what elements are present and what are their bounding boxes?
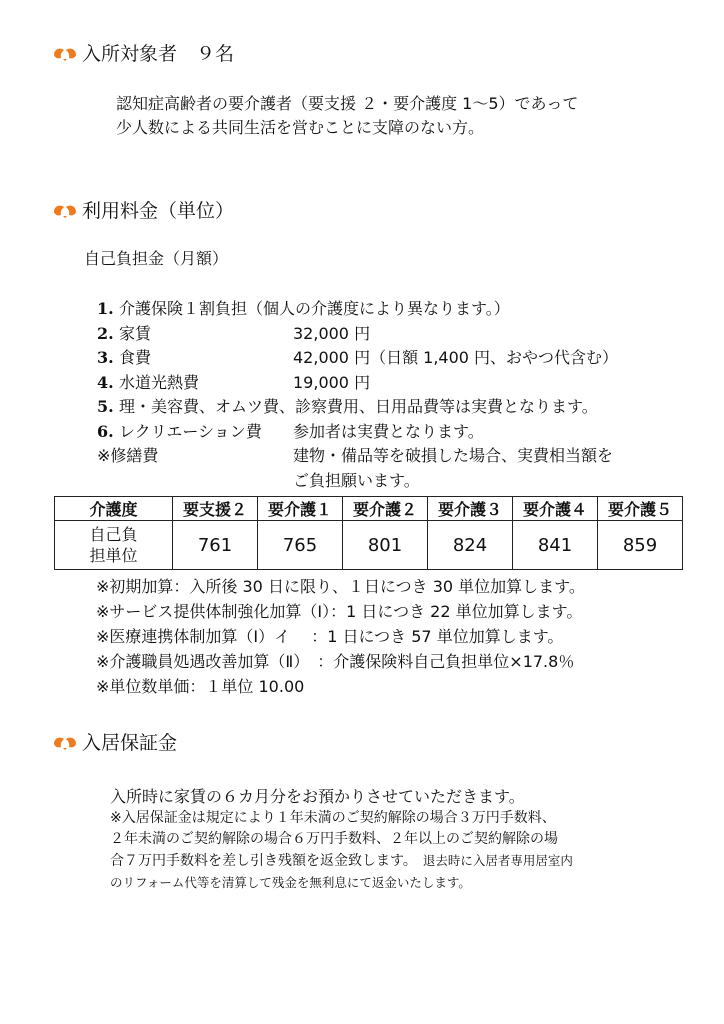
table-cell: 824 xyxy=(428,521,513,570)
table-cell: 765 xyxy=(258,521,343,570)
repair-label: ※修繕費 xyxy=(97,446,159,465)
residents-description-line-1: 認知症高齢者の要介護者（要支援 ２・要介護度 1～5）であって xyxy=(116,94,579,113)
table-header-cell: 要介護３ xyxy=(428,497,513,521)
table-row xyxy=(55,521,683,570)
fee-value: 参加者は実費となります。 xyxy=(293,421,484,441)
table-header-cell: 要支援２ xyxy=(173,497,258,521)
repair-value-line-1: 建物・備品等を破損した場合、実費相当額を xyxy=(293,446,614,465)
fee-label: 介護保険１割負担（個人の介護度により異なります。） xyxy=(119,299,510,318)
deposit-note-line-2: ２年未満のご契約解除の場合６万円手数料、２年以上のご契約解除の場 xyxy=(110,831,558,847)
fee-label: レクリエーション費 xyxy=(119,421,262,441)
fee-number: 3. xyxy=(97,348,114,367)
fee-item-3 xyxy=(97,346,618,371)
fee-item-4 xyxy=(97,371,370,396)
note-staff-addition: ※介護職員処遇改善加算（Ⅱ） ：介護保険料自己負担単位×17.8％ xyxy=(96,652,575,671)
table-cell: 841 xyxy=(513,521,598,570)
fee-value: 42,000 円（日額 1,400 円、おやつ代含む） xyxy=(293,348,619,367)
note-service-addition: ※サービス提供体制強化加算（Ⅰ）：1 日につき 22 単位加算します。 xyxy=(96,602,583,621)
fee-label: 家賃 xyxy=(119,323,152,343)
table-cell: 761 xyxy=(173,521,258,570)
deposit-note-line-3a: 合７万円手数料を差し引き残額を返金致します。 xyxy=(110,853,417,869)
deposit-main-text: 入所時に家賃の６カ月分をお預かりさせていただきます。 xyxy=(110,787,525,806)
row-label-line-2: 担単位 xyxy=(89,546,138,565)
deposit-note-line-3 xyxy=(110,850,573,872)
repair-value-line-2: ご負担願います。 xyxy=(293,470,420,490)
section-title: 入居保証金 xyxy=(82,732,178,754)
orange-shrimp-icon xyxy=(52,46,78,62)
note-medical-addition: ※医療連携体制加算（Ⅰ）イ ：1 日につき 57 単位加算します。 xyxy=(96,627,564,646)
fee-number: 5. xyxy=(97,397,114,416)
note-initial-addition: ※初期加算：入所後 30 日に限り、１日につき 30 単位加算します。 xyxy=(96,577,585,596)
residents-description-line-2: 少人数による共同生活を営むことに支障のない方。 xyxy=(116,118,485,137)
section-title: 入所対象者 ９名 xyxy=(82,43,235,65)
fee-label: 食費 xyxy=(119,348,152,367)
fee-label: 水道光熱費 xyxy=(119,372,200,392)
fee-item-5 xyxy=(97,395,598,420)
fee-item-2 xyxy=(97,322,370,347)
fee-number: 1. xyxy=(97,299,114,318)
table-header-cell: 要介護４ xyxy=(513,497,598,521)
fee-number: 6. xyxy=(97,421,114,441)
section-heading-residents xyxy=(52,42,234,66)
repair-fee xyxy=(97,444,613,469)
self-pay-subtitle: 自己負担金（月額） xyxy=(84,249,229,268)
fee-value: 19,000 円 xyxy=(293,372,371,392)
orange-shrimp-icon xyxy=(52,203,78,219)
deposit-note-line-3b: 退去時に入居者専用居室内 xyxy=(422,853,573,868)
table-cell: 859 xyxy=(598,521,683,570)
table-cell: 801 xyxy=(343,521,428,570)
section-heading-deposit xyxy=(52,731,177,755)
table-header-cell: 要介護１ xyxy=(258,497,343,521)
fee-item-6 xyxy=(97,420,484,445)
row-label-line-1: 自己負 xyxy=(89,525,138,544)
care-level-table xyxy=(54,496,683,570)
fee-number: 4. xyxy=(97,372,114,392)
note-unit-price: ※単位数単価：１単位 10.00 xyxy=(96,677,305,696)
table-header-cell: 要介護２ xyxy=(343,497,428,521)
row-label-self-pay-units xyxy=(55,521,173,570)
table-header-row xyxy=(55,497,683,521)
section-heading-fees xyxy=(52,199,234,223)
fee-value: 32,000 円 xyxy=(293,323,371,343)
deposit-note-line-1: ※入居保証金は規定により１年未満のご契約解除の場合３万円手数料、 xyxy=(110,810,556,826)
fee-item-1 xyxy=(97,297,510,322)
orange-shrimp-icon xyxy=(52,735,78,751)
table-header-cell: 要介護５ xyxy=(598,497,683,521)
deposit-note-line-4: のリフォーム代等を清算して残金を無利息にて返金いたします。 xyxy=(110,875,471,890)
fee-label: 理・美容費、オムツ費、診察費用、日用品費等は実費となります。 xyxy=(119,397,598,416)
section-title: 利用料金（単位） xyxy=(82,200,235,222)
fee-number: 2. xyxy=(97,323,114,343)
table-header-cell: 介護度 xyxy=(55,497,173,521)
